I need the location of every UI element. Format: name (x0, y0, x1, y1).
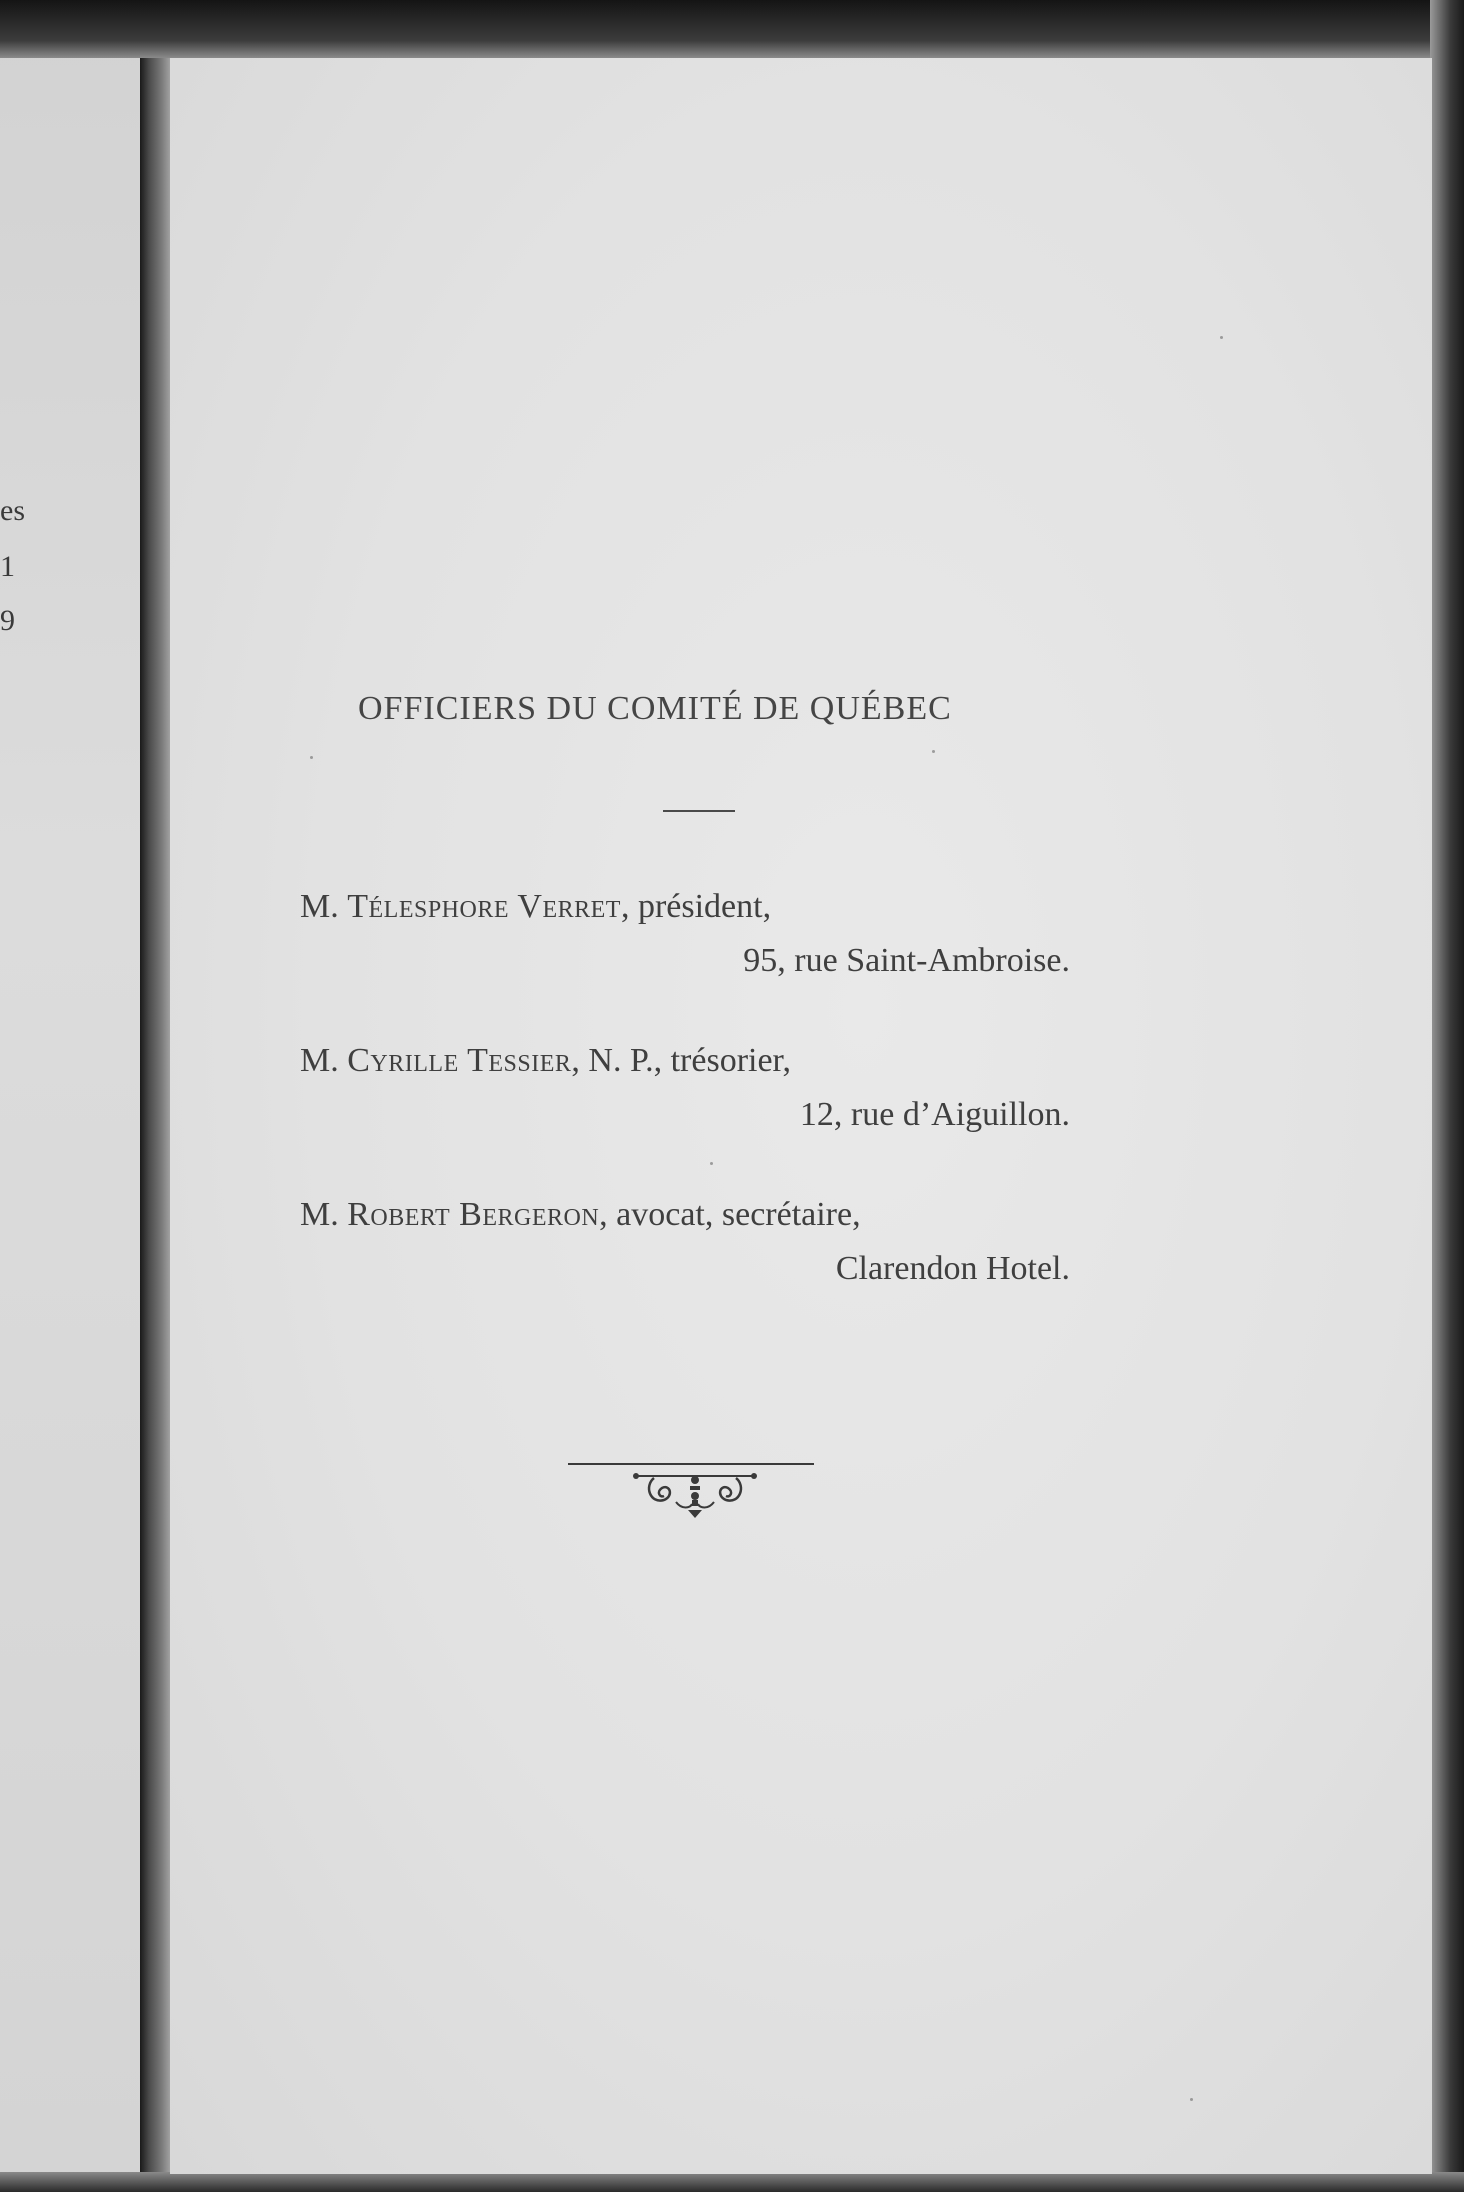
officer-prefix: M. (300, 1042, 339, 1079)
scan-top-border (0, 0, 1464, 58)
officer-prefix: M. (300, 1196, 339, 1233)
page-title: OFFICIERS DU COMITÉ DE QUÉBEC (358, 690, 952, 727)
officer-name-line (300, 1198, 861, 1232)
paper-speck (310, 756, 313, 759)
scan-right-border (1430, 0, 1464, 2192)
title-divider (663, 810, 735, 812)
previous-page-fragment: 9 (0, 604, 15, 637)
paper-speck (710, 1162, 713, 1165)
officer-name: Télesphore Verret (347, 888, 621, 925)
officer-role: , avocat, secrétaire, (599, 1196, 861, 1233)
paper-speck (1220, 336, 1223, 339)
officer-role: , N. P., trésorier, (571, 1042, 792, 1079)
officer-address: 12, rue d’Aiguillon. (799, 1096, 1070, 1133)
previous-page-edge (0, 0, 150, 2192)
officer-name: Robert Bergeron (347, 1196, 600, 1233)
document-page (170, 58, 1432, 2174)
officer-address: 95, rue Saint-Ambroise. (743, 942, 1070, 979)
officer-name-line (300, 1044, 791, 1078)
fleuron-ornament-icon (566, 1458, 816, 1538)
previous-page-fragment: 1 (0, 550, 15, 583)
officer-role: , président, (620, 888, 772, 925)
officer-address: Clarendon Hotel. (835, 1250, 1070, 1287)
officer-prefix: M. (300, 888, 339, 925)
officer-name: Cyrille Tessier (347, 1042, 572, 1079)
officer-name-line (300, 890, 771, 924)
paper-speck (1190, 2098, 1193, 2101)
paper-speck (932, 750, 935, 753)
scan-bottom-border (0, 2172, 1464, 2192)
previous-page-fragment: es (0, 494, 25, 527)
